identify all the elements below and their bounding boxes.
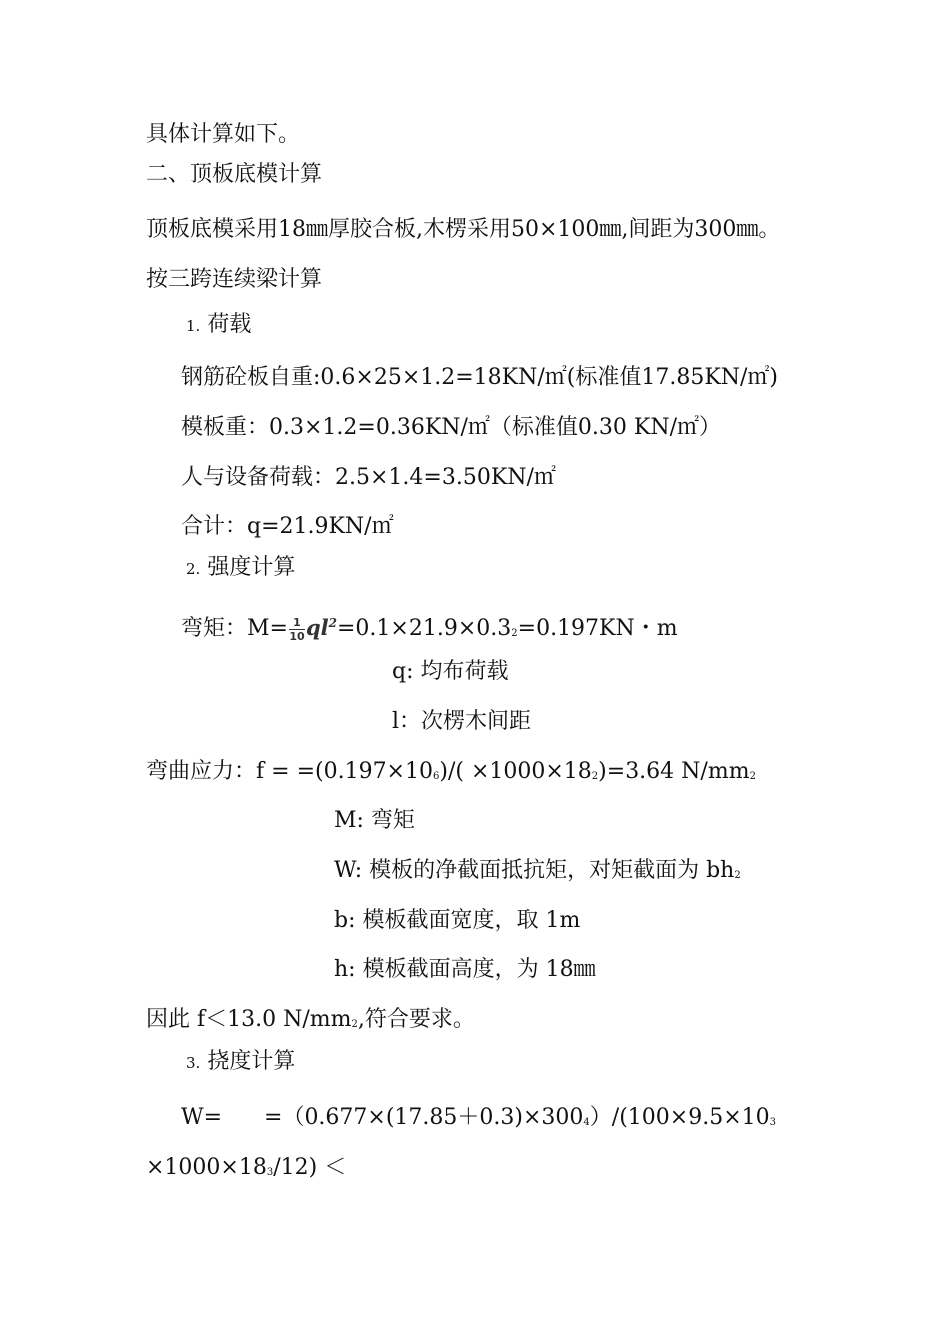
line-text: ,符合要求。 bbox=[357, 1007, 475, 1032]
text-line bbox=[181, 363, 778, 393]
superscript: 2 bbox=[511, 628, 518, 639]
superscript: 4 bbox=[583, 1117, 590, 1128]
line-text: 具体计算如下。 bbox=[146, 122, 301, 147]
line-text: q: 均布荷载 bbox=[392, 659, 509, 684]
subsection-heading bbox=[186, 553, 295, 584]
line-text: 模板重：0.3×1.2=0.36KN/㎡（标准值0.30 KN/㎡） bbox=[181, 415, 721, 440]
superscript: 2 bbox=[734, 870, 741, 881]
fraction-numerator: 1 bbox=[293, 615, 301, 629]
line-text: b: 模板截面宽度，取 1m bbox=[334, 908, 581, 933]
section-heading bbox=[146, 160, 322, 190]
text-line bbox=[392, 707, 531, 737]
formula-text: )/( ×1000×18 bbox=[439, 759, 592, 784]
line-text: 顶板底模采用18㎜厚胶合板,木楞采用50×100㎜,间距为300㎜。 bbox=[146, 217, 781, 242]
item-number: 2. bbox=[186, 560, 201, 578]
text-line bbox=[146, 215, 780, 245]
text-line bbox=[181, 413, 721, 443]
line-text: 合计：q=21.9KN/㎡ bbox=[181, 514, 394, 539]
superscript: 6 bbox=[433, 771, 440, 782]
heading-text: 挠度计算 bbox=[207, 1049, 296, 1074]
heading-text: 荷载 bbox=[207, 312, 252, 337]
heading-text: 二、顶板底模计算 bbox=[146, 162, 323, 187]
superscript: 3 bbox=[266, 1167, 274, 1178]
line-text: W: 模板的净截面抵抗矩，对矩截面为 bh bbox=[334, 858, 735, 883]
superscript: 2 bbox=[749, 771, 756, 782]
heading-text: 强度计算 bbox=[207, 555, 296, 580]
text-line bbox=[334, 806, 415, 836]
text-line bbox=[146, 265, 322, 295]
line-text: l：次楞木间距 bbox=[392, 709, 532, 734]
fraction-denominator: 10 bbox=[289, 629, 305, 643]
formula-text: ）/(100×9.5×10 bbox=[589, 1105, 770, 1130]
formula-symbol bbox=[306, 615, 337, 640]
text-line bbox=[334, 856, 741, 890]
formula-text: ×1000×18 bbox=[146, 1155, 267, 1180]
item-number: 3. bbox=[186, 1054, 201, 1072]
text-line bbox=[334, 906, 580, 936]
text-line bbox=[181, 463, 556, 493]
superscript: 2 bbox=[591, 771, 599, 782]
item-number: 1. bbox=[186, 317, 201, 335]
formula-text: )=3.64 N/mm bbox=[598, 759, 750, 784]
line-text: 人与设备荷载：2.5×1.4=3.50KN/㎡ bbox=[181, 465, 556, 490]
formula-line bbox=[181, 608, 678, 648]
subsection-heading bbox=[186, 310, 251, 341]
line-text: 因此 f＜13.0 N/mm bbox=[146, 1007, 352, 1032]
superscript: 3 bbox=[769, 1117, 777, 1128]
exponent: 2 bbox=[328, 616, 337, 630]
formula-text: =0.1×21.9×0.3 bbox=[337, 616, 512, 641]
formula-line bbox=[181, 1103, 776, 1137]
line-text: h: 模板截面高度，为 18㎜ bbox=[334, 957, 596, 982]
subsection-heading bbox=[186, 1047, 295, 1078]
formula-line bbox=[146, 1153, 346, 1187]
formula-line bbox=[146, 757, 756, 791]
text-line bbox=[146, 120, 300, 150]
formula-text: 弯矩：M= bbox=[181, 616, 288, 641]
superscript: 2 bbox=[351, 1019, 358, 1030]
text-line bbox=[146, 1005, 475, 1039]
text-line bbox=[392, 657, 509, 687]
line-text: 按三跨连续梁计算 bbox=[146, 267, 323, 292]
text-line bbox=[181, 512, 394, 542]
formula-text: 弯曲应力：f = =(0.197×10 bbox=[146, 759, 433, 784]
line-text: M: 弯矩 bbox=[334, 808, 415, 833]
formula-text: /12) ＜ bbox=[273, 1155, 347, 1180]
line-text: 钢筋砼板自重:0.6×25×1.2=18KN/㎡(标准值17.85KN/㎡) bbox=[181, 365, 779, 390]
formula-text: =0.197KN・m bbox=[517, 616, 678, 641]
formula-text: W= =（0.677×(17.85＋0.3)×300 bbox=[181, 1105, 584, 1130]
fraction bbox=[289, 617, 305, 642]
text-line bbox=[334, 955, 596, 985]
symbol-text: ql bbox=[305, 615, 329, 640]
